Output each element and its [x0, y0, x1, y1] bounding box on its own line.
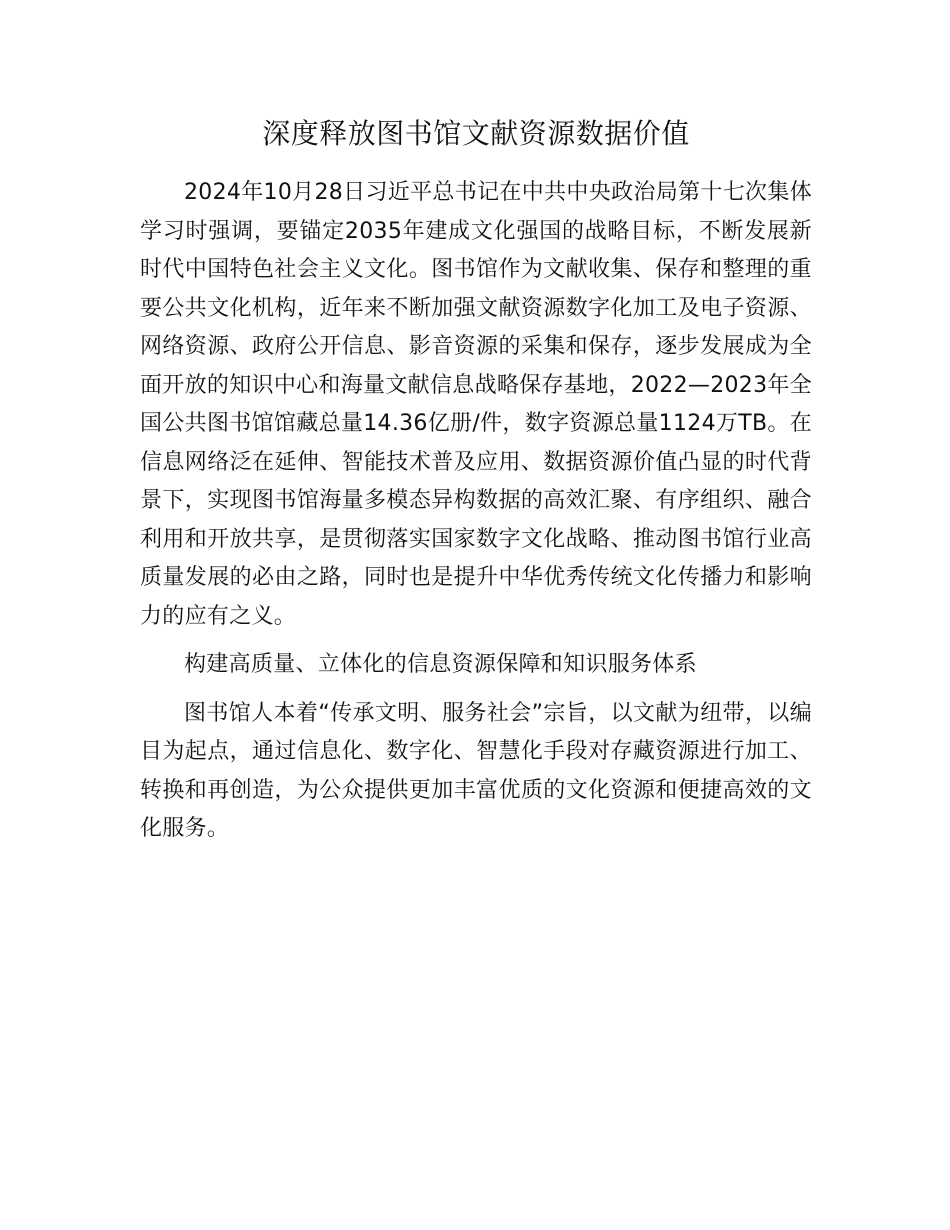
- section-heading: 构建高质量、立体化的信息资源保障和知识服务体系: [184, 652, 697, 677]
- document-title: 深度释放图书馆文献资源数据价值: [262, 117, 690, 150]
- document-page: [140, 112, 812, 849]
- body-paragraph-intro: 2024年10月28日习近平总书记在中共中央政治局第十七次集体学习时强调，要锚定2035年建成文化强国的战略目标，不断发展新时代中国特色社会主义文化。图书馆作为文献收集、保存和整理的重要公共文化机构，近年来不断加强文献资源数字化加工及电子资源、网络资源、政府公开信息、影音资源的采集和保存，逐步发展成为全面开放的知识中心和海量文献信息战略保存基地，2022—2023年全国公共图书馆馆藏总量14.36亿册/件，数字资源总量1124万TB。在信息网络泛在延伸、智能技术普及应用、数据资源价值凸显的时代背景下，实现图书馆海量多模态异构数据的高效汇聚、有序组织、融合利用和开放共享，是贯彻落实国家数字文化战略、推动图书馆行业高质量发展的必由之路，同时也是提升中华优秀传统文化传播力和影响力的应有之义。: [140, 180, 812, 629]
- body-paragraph-mission: 图书馆人本着“传承文明、服务社会”宗旨，以文献为纽带，以编目为起点，通过信息化、数字化、智慧化手段对存藏资源进行加工、转换和再创造，为公众提供更加丰富优质的文化资源和便捷高效的文化服务。: [140, 700, 812, 841]
